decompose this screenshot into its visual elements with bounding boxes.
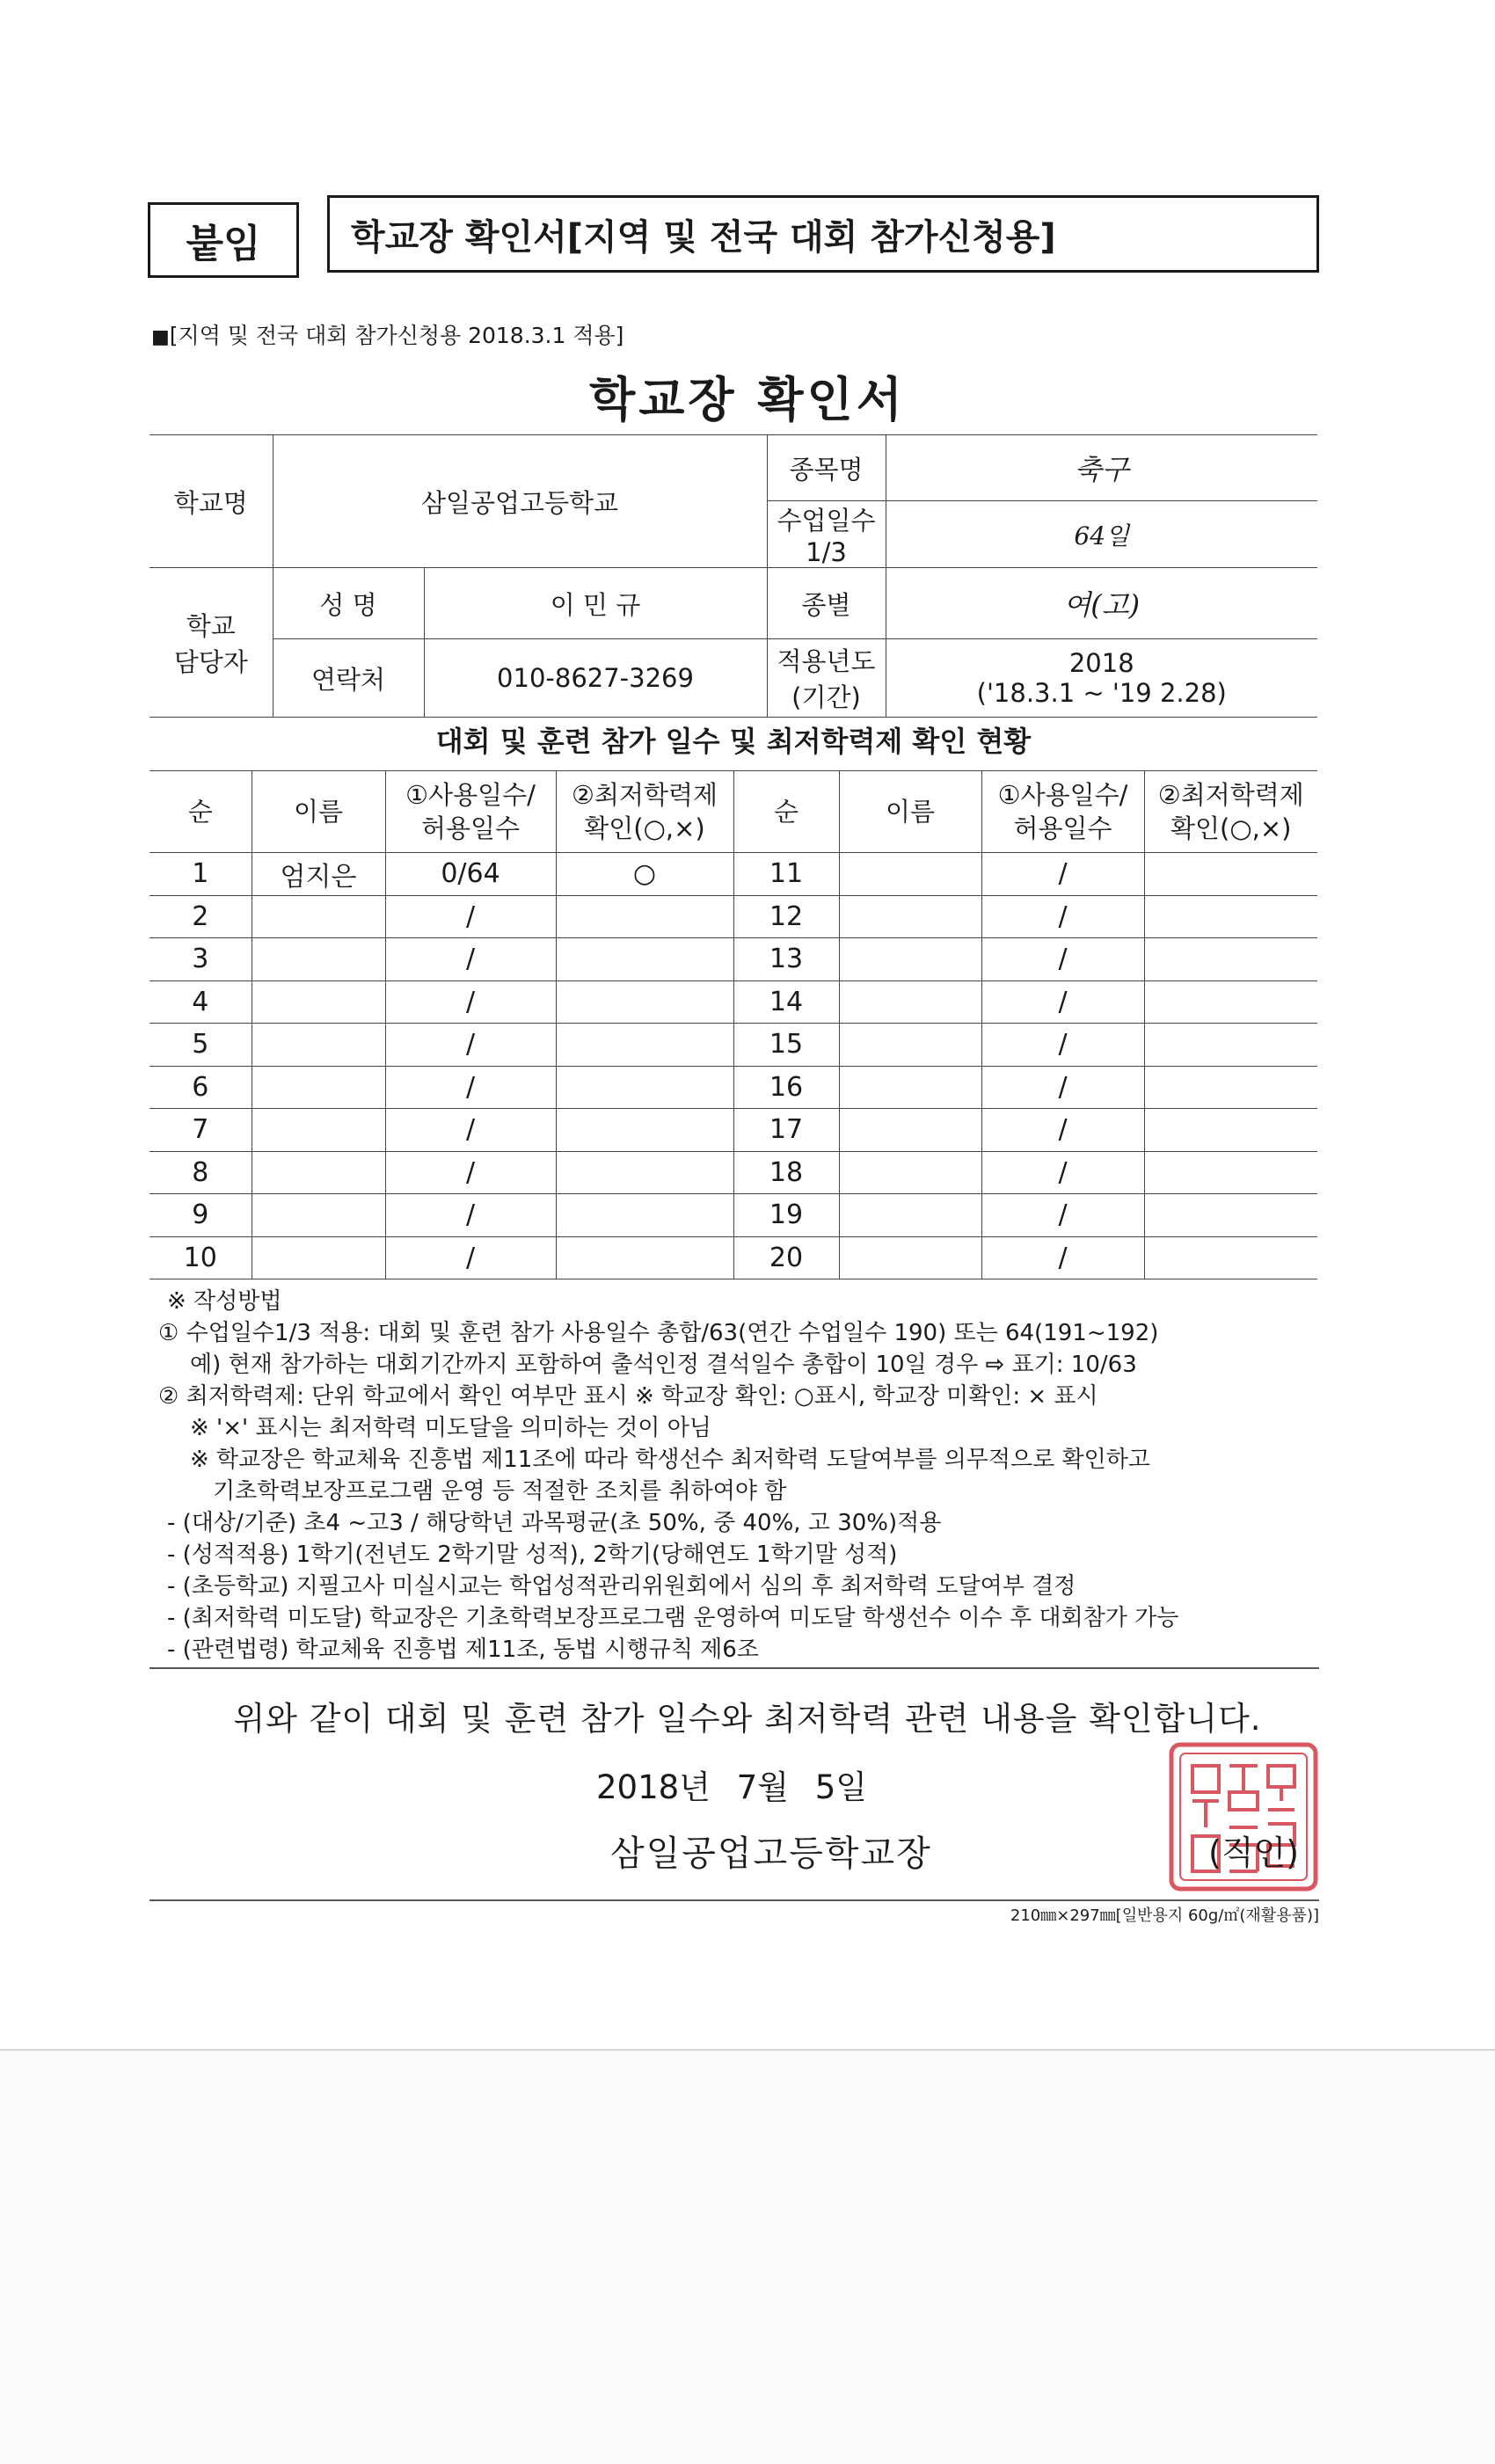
row-check: [1144, 1066, 1317, 1109]
detail-1: - (대상/기준) 초4 ~고3 / 해당학년 과목평균(초 50%, 중 40%, 고 30%)적용: [167, 1510, 942, 1536]
status-row: [150, 1151, 1317, 1194]
contact-value: 010-8627-3269: [424, 639, 767, 718]
row-name: [252, 938, 385, 981]
header-days: [385, 771, 556, 853]
row-check: [1144, 1151, 1317, 1194]
row-no: 14: [733, 980, 839, 1024]
row-no: 16: [733, 1066, 839, 1109]
header-check: [1144, 771, 1317, 853]
row-name: [839, 938, 981, 981]
year-label-line2: (기간): [791, 682, 861, 712]
detail-5: - (관련법령) 학교체육 진흥법 제11조, 동법 시행규칙 제6조: [167, 1637, 759, 1663]
attachment-label: 붙임: [148, 202, 299, 278]
status-row: [150, 895, 1317, 938]
row-check: [1144, 1236, 1317, 1279]
row-days: /: [981, 1236, 1144, 1279]
row-no: 15: [733, 1024, 839, 1067]
note-1a: ① 수업일수1/3 적용: 대회 및 훈련 참가 사용일수 총합/63(연간 수업일수 190) 또는 64(191~192): [158, 1320, 1159, 1346]
header-check-line2: 확인(○,×): [584, 813, 705, 843]
class-days-label-line2: 1/3: [806, 537, 847, 567]
row-days: /: [981, 1066, 1144, 1109]
note-2: ② 최저학력제: 단위 학교에서 확인 여부만 표시 ※ 학교장 확인: ○표시, 학교장 미확인: × 표시: [158, 1383, 1098, 1410]
row-days: /: [385, 1236, 556, 1279]
row-no: 6: [150, 1066, 252, 1109]
row-days: /: [385, 1151, 556, 1194]
row-name: [839, 853, 981, 896]
row-no: 12: [733, 895, 839, 938]
row-no: 19: [733, 1194, 839, 1237]
right-arrow-icon: ⇨: [985, 1352, 1005, 1378]
row-name: [252, 1194, 385, 1237]
period-text: ('18.3.1 ~ '19 2.28): [976, 678, 1227, 708]
header-days-line1: ①사용일수/: [997, 780, 1128, 810]
class-days-label-line1: 수업일수: [777, 506, 876, 536]
note-1b-text: 예) 현재 참가하는 대회기간까지 포함하여 출석인정 결석일수 총합이 10일 경우: [190, 1352, 979, 1378]
status-row: [150, 938, 1317, 981]
class-days-label: [767, 501, 886, 568]
row-no: 1: [150, 853, 252, 896]
detail-3: - (초등학교) 지필고사 미실시교는 학업성적관리위원회에서 심의 후 최저학력 도달여부 결정: [167, 1573, 1076, 1600]
header-check-line1: ②최저학력제: [571, 780, 718, 810]
year-label: [767, 639, 886, 718]
row-days: /: [385, 1024, 556, 1067]
status-header-row: [150, 771, 1317, 853]
row-no: 18: [733, 1151, 839, 1194]
row-check: [1144, 938, 1317, 981]
notes-divider: [150, 1667, 1319, 1669]
row-days: 0/64: [385, 853, 556, 896]
row-check: [556, 1194, 733, 1237]
manager-label: [150, 568, 273, 718]
status-table-body: [150, 771, 1317, 1279]
row-check: [1144, 1024, 1317, 1067]
row-days: /: [385, 895, 556, 938]
school-name-value: 삼일공업고등학교: [273, 435, 767, 568]
row-check: [556, 1109, 733, 1152]
notice-text: [지역 및 전국 대회 참가신청용 2018.3.1 적용]: [169, 323, 624, 348]
header-days-line1: ①사용일수/: [405, 780, 536, 810]
row-check: [1144, 853, 1317, 896]
row-no: 5: [150, 1024, 252, 1067]
row-no: 17: [733, 1109, 839, 1152]
header-days: [981, 771, 1144, 853]
row-days: /: [981, 980, 1144, 1024]
row-days: /: [385, 980, 556, 1024]
row-name: [839, 895, 981, 938]
row-name: [252, 1109, 385, 1152]
row-days: /: [981, 1194, 1144, 1237]
row-check: [556, 980, 733, 1024]
status-table: [150, 770, 1317, 1279]
row-no: 3: [150, 938, 252, 981]
row-no: 20: [733, 1236, 839, 1279]
row-check: [556, 1024, 733, 1067]
row-days: /: [981, 1024, 1144, 1067]
row-check: [556, 938, 733, 981]
note-4b: 기초학력보장프로그램 운영 등 적절한 조치를 취하여야 함: [213, 1478, 787, 1505]
status-row: [150, 853, 1317, 896]
row-check: [1144, 1109, 1317, 1152]
row-name: [839, 980, 981, 1024]
header-days-line2: 허용일수: [420, 813, 521, 843]
row-name: [252, 980, 385, 1024]
row-check: [1144, 1194, 1317, 1237]
header-check: [556, 771, 733, 853]
status-row: [150, 1066, 1317, 1109]
info-table: [150, 434, 1317, 718]
manager-label-line2: 담당자: [173, 646, 248, 677]
header-check-line2: 확인(○,×): [1170, 813, 1292, 843]
row-check: [1144, 895, 1317, 938]
header-days-line2: 허용일수: [1013, 813, 1112, 843]
row-name: [252, 1151, 385, 1194]
note-1b: [158, 1349, 1328, 1381]
form-heading: 학교장 확인서[지역 및 전국 대회 참가신청용]: [327, 195, 1319, 273]
manager-label-line1: 학교: [186, 610, 236, 641]
header-name: 이름: [839, 771, 981, 853]
category-label: 종별: [767, 568, 886, 639]
row-days: /: [981, 895, 1144, 938]
bullet-square-icon: ■: [151, 326, 170, 348]
row-days: /: [385, 1066, 556, 1109]
row-check: [556, 1236, 733, 1279]
row-no: 4: [150, 980, 252, 1024]
row-name: [252, 1024, 385, 1067]
row-name: [839, 1109, 981, 1152]
notice-line: [151, 318, 624, 350]
paper-spec: 210㎜×297㎜[일반용지 60g/㎡(재활용품)]: [1010, 1906, 1319, 1925]
row-name: [252, 1066, 385, 1109]
class-days-value: 64일: [886, 501, 1317, 568]
row-check: [556, 1066, 733, 1109]
row-name: [252, 895, 385, 938]
year-text: 2018: [1068, 648, 1134, 678]
row-check: [556, 1151, 733, 1194]
header-name: 이름: [252, 771, 385, 853]
row-check: [556, 895, 733, 938]
bottom-rule: [150, 1899, 1319, 1901]
row-no: 2: [150, 895, 252, 938]
row-name: 엄지은: [252, 853, 385, 896]
issue-date: 2018년 7월 5일: [596, 1768, 867, 1806]
row-no: 13: [733, 938, 839, 981]
notes-heading: ※ 작성방법: [167, 1288, 282, 1315]
note-1b-tail: 표기: 10/63: [1011, 1352, 1137, 1378]
status-row: [150, 1236, 1317, 1279]
status-row: [150, 1194, 1317, 1237]
row-name: [839, 1066, 981, 1109]
sport-label: 종목명: [767, 435, 886, 501]
row-days: /: [981, 853, 1144, 896]
row-days: /: [981, 938, 1144, 981]
document-title: 학교장 확인서: [589, 372, 906, 427]
row-name: [839, 1024, 981, 1067]
name-label: 성 명: [273, 568, 424, 639]
year-value: [886, 639, 1317, 718]
contact-label: 연락처: [273, 639, 424, 718]
row-days: /: [981, 1109, 1144, 1152]
row-no: 10: [150, 1236, 252, 1279]
detail-2: - (성적적용) 1학기(전년도 2학기말 성적), 2학기(당해연도 1학기말 성적): [167, 1542, 898, 1568]
status-row: [150, 1024, 1317, 1067]
name-value: 이 민 규: [424, 568, 767, 639]
row-name: [252, 1236, 385, 1279]
row-days: /: [981, 1151, 1144, 1194]
category-value: 여(고): [886, 568, 1317, 639]
instructions: [158, 1286, 1328, 1666]
school-name-label: 학교명: [150, 435, 273, 568]
header-no: 순: [733, 771, 839, 853]
note-4a: ※ 학교장은 학교체육 진흥법 제11조에 따라 학생선수 최저학력 도달여부를 의무적으로 확인하고: [190, 1447, 1150, 1473]
header-check-line1: ②최저학력제: [1157, 780, 1304, 810]
seal-caption: (직인): [1208, 1833, 1300, 1872]
row-check: ○: [556, 853, 733, 896]
row-no: 11: [733, 853, 839, 896]
row-days: /: [385, 1109, 556, 1152]
page-bottom-margin: [0, 2049, 1495, 2464]
header-no: 순: [150, 771, 252, 853]
row-name: [839, 1194, 981, 1237]
row-no: 9: [150, 1194, 252, 1237]
status-row: [150, 1109, 1317, 1152]
confirmation-statement: 위와 같이 대회 및 훈련 참가 일수와 최저학력 관련 내용을 확인합니다.: [233, 1700, 1262, 1738]
sport-value: 축구: [886, 435, 1317, 501]
summary-heading: 대회 및 훈련 참가 일수 및 최저학력제 확인 현황: [435, 725, 1032, 758]
row-name: [839, 1236, 981, 1279]
year-label-line1: 적용년도: [777, 646, 876, 676]
row-days: /: [385, 1194, 556, 1237]
row-no: 8: [150, 1151, 252, 1194]
row-name: [839, 1151, 981, 1194]
row-no: 7: [150, 1109, 252, 1152]
row-days: /: [385, 938, 556, 981]
principal-signature-line: 삼일공업고등학교장: [610, 1833, 932, 1874]
status-row: [150, 980, 1317, 1024]
row-check: [1144, 980, 1317, 1024]
note-3: ※ '×' 표시는 최저학력 미도달을 의미하는 것이 아님: [190, 1415, 711, 1441]
detail-4: - (최저학력 미도달) 학교장은 기초학력보장프로그램 운영하여 미도달 학생선수 이수 후 대회참가 가능: [167, 1605, 1179, 1631]
